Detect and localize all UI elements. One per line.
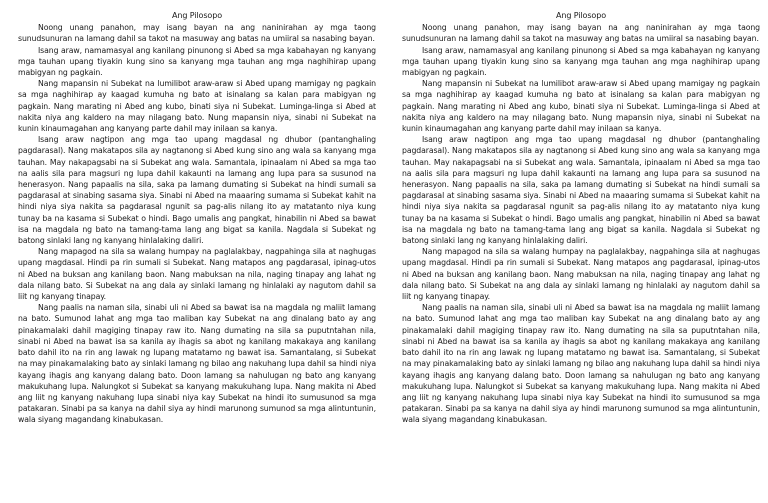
- paragraph: Nang mapagod na sila sa walang humpay na paglalakbay, nagpahinga sila at naghugas upang magdasal. Hindi pa rin sumali si Subekat. Nang matapos ang pagdarasal, ipinag-utos ni Abed na buksan ang kanilang baon. Nang mabuksan na nila, naging tinapay ang lahat ng dala nilang bato. Si Subekat na ang dala ay sinlaki lamang ng hinlalaki ay nagutom dahil sa liit ng kanyang tinapay.: [402, 247, 760, 302]
- paragraph: Isang araw, namamasyal ang kanilang pinunong si Abed sa mga kabahayan ng kanyang mga tauhan upang tiyakin kung sino sa kanyang mga tauhan ang mga naghihirap upang mabigyan ng pagkain.: [402, 45, 760, 78]
- paragraph: Nang paalis na naman sila, sinabi uli ni Abed sa bawat isa na magdala ng maliit lamang na bato. Sumunod lahat ang mga tao maliban kay Subekat na ang dinalang bato ay ang pinakamalaki dahil magiging tinapay raw ito. Nang dumating na sila sa puputntahan nila, sinabi ni Abed na bawat isa sa kanila ay ihagis sa abot ng kanilang makakaya ang kanilang bato dahil ito na rin ang lawak ng lupang matatamo ng bawat isa. Samantalang, si Subekat na may pinakamalaking bato ay sinlaki lamang ng bilao ang nakuhang lupa dahil sa hindi niya kayang ihagis ang kanyang dalang bato. Doon lamang sa nahulugan ng bato ang kanyang makukuhang lupa. Nalungkot si Subekat sa kanyang makukuhang lupa. Nang makita ni Abed ang liit ng kanyang nakuhang lupa sinabi niya kay Subekat na hindi ito sumusunod sa mga patakaran. Sinabi pa sa kanya na dahil siya ay hindi marunong sumunod sa mga alintuntunin, wala siyang magandang kinabukasan.: [402, 303, 760, 425]
- paragraph: Nang paalis na naman sila, sinabi uli ni Abed sa bawat isa na magdala ng maliit lamang na bato. Sumunod lahat ang mga tao maliban kay Subekat na ang dinalang bato ay ang pinakamalaki dahil magiging tinapay raw ito. Nang dumating na sila sa puputntahan nila, sinabi ni Abed na bawat isa sa kanila ay ihagis sa abot ng kanilang makakaya ang kanilang bato dahil ito na rin ang lawak ng lupang matatamo ng bawat isa. Samantalang, si Subekat na may pinakamalaking bato ay sinlaki lamang ng bilao ang nakuhang lupa dahil sa hindi niya kayang ihagis ang kanyang dalang bato. Doon lamang sa nahulugan ng bato ang kanyang makukuhang lupa. Nalungkot si Subekat sa kanyang makukuhang lupa. Nang makita ni Abed ang liit ng kanyang nakuhang lupa sinabi niya kay Subekat na hindi ito sumusunod sa mga patakaran. Sinabi pa sa kanya na dahil siya ay hindi marunong sumunod sa mga alintuntunin, wala siyang magandang kinabukasan.: [18, 303, 376, 425]
- document-title: Ang Pilosopo: [556, 11, 606, 20]
- paragraph: Noong unang panahon, may isang bayan na ang naninirahan ay mga taong sunudsunuran na lamang dahil sa takot na masuway ang batas na umiiral sa nasabing bayan.: [402, 23, 760, 44]
- paragraph: Isang araw, namamasyal ang kanilang pinunong si Abed sa mga kabahayan ng kanyang mga tauhan upang tiyakin kung sino sa kanyang mga tauhan ang mga naghihirap upang mabigyan ng pagkain.: [18, 45, 376, 78]
- paragraph: Nang mapansin ni Subekat na lumilibot araw-araw si Abed upang mamigay ng pagkain sa mga naghihirap ay kaagad kumuha ng bato at isinalang sa kalan para mabigyan ng pagkain. Nang marating ni Abed ang kubo, binati siya ni Subekat. Luminga-linga si Abed at nakita niya ang kaldero na may nilagang bato. Nung mapansin niya, sinabi ni Subekat na kunin kinaumagahan ang kanyang parte dahil may inilaan sa kanya.: [18, 79, 376, 134]
- document-column-left: [12, 0, 382, 503]
- document-title: Ang Pilosopo: [172, 11, 222, 20]
- paragraph: Isang araw nagtipon ang mga tao upang magdasal ng dhubor (pantanghaling pagdarasal). Nang makatapos sila ay nagtanong si Abed kung sino ang wala sa kanyang mga tauhan. May nakapagsabi na si Subekat ang wala. Samantala, ipinaalam ni Abed sa mga tao na aalis sila para magsuri ng lupa dahil kakaunti na lamang ang lupa para sa susunod na henerasyon. Nang papaalis na sila, saka pa lamang dumating si Subekat na hindi sumali sa pagdarasal at sinabing sasama siya. Sinabi ni Abed na maaaring sumama si Subekat kahit na hindi niya siya nakita sa pagdarasal ngunit sa pag-alis nilang ito ay matatanto niya kung tunay ba na kasama si Subekat o hindi. Bago umalis ang pangkat, hinabilin ni Abed sa bawat isa na magdala ng bato na tamang-tama lang ang bigat sa kanila. Nagdala si Subekat ng batong sinlaki lang ng kanyang hinlalaking daliri.: [18, 135, 376, 246]
- paragraph: Nang mapansin ni Subekat na lumilibot araw-araw si Abed upang mamigay ng pagkain sa mga naghihirap ay kaagad kumuha ng bato at isinalang sa kalan para mabigyan ng pagkain. Nang marating ni Abed ang kubo, binati siya ni Subekat. Luminga-linga si Abed at nakita niya ang kaldero na may nilagang bato. Nung mapansin niya, sinabi ni Subekat na kunin kinaumagahan ang kanyang parte dahil may inilaan sa kanya.: [402, 79, 760, 134]
- paragraph: Isang araw nagtipon ang mga tao upang magdasal ng dhubor (pantanghaling pagdarasal). Nang makatapos sila ay nagtanong si Abed kung sino ang wala sa kanyang mga tauhan. May nakapagsabi na si Subekat ang wala. Samantala, ipinaalam ni Abed sa mga tao na aalis sila para magsuri ng lupa dahil kakaunti na lamang ang lupa para sa susunod na henerasyon. Nang papaalis na sila, saka pa lamang dumating si Subekat na hindi sumali sa pagdarasal at sinabing sasama siya. Sinabi ni Abed na maaaring sumama si Subekat kahit na hindi niya siya nakita sa pagdarasal ngunit sa pag-alis nilang ito ay matatanto niya kung tunay ba na kasama si Subekat o hindi. Bago umalis ang pangkat, hinabilin ni Abed sa bawat isa na magdala ng bato na tamang-tama lang ang bigat sa kanila. Nagdala si Subekat ng batong sinlaki lang ng kanyang hinlalaking daliri.: [402, 135, 760, 246]
- paragraph: Noong unang panahon, may isang bayan na ang naninirahan ay mga taong sunudsunuran na lamang dahil sa takot na masuway ang batas na umiiral sa nasabing bayan.: [18, 23, 376, 44]
- paragraph: Nang mapagod na sila sa walang humpay na paglalakbay, nagpahinga sila at naghugas upang magdasal. Hindi pa rin sumali si Subekat. Nang matapos ang pagdarasal, ipinag-utos ni Abed na buksan ang kanilang baon. Nang mabuksan na nila, naging tinapay ang lahat ng dala nilang bato. Si Subekat na ang dala ay sinlaki lamang ng hinlalaki ay nagutom dahil sa liit ng kanyang tinapay.: [18, 247, 376, 302]
- document-column-right: [396, 0, 766, 503]
